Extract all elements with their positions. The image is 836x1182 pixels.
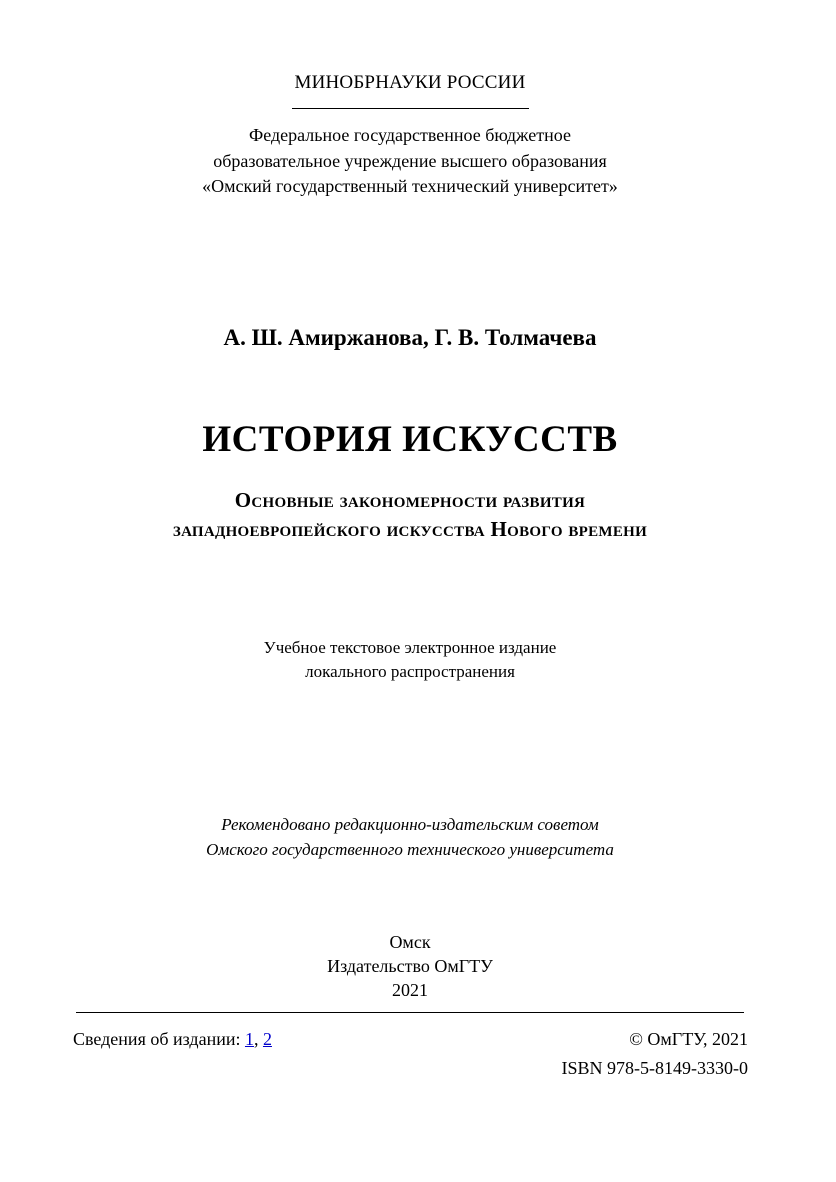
footer-divider: [76, 1012, 744, 1013]
edition-type-line-2: локального распространения: [305, 662, 515, 681]
ministry-divider: [292, 108, 529, 109]
subtitle-line-1: Основные закономерности развития: [234, 488, 586, 512]
copyright: © ОмГТУ, 2021: [629, 1029, 748, 1049]
book-title: ИСТОРИЯ ИСКУССТВ: [202, 419, 618, 460]
recommendation-line-1: Рекомендовано редакционно-издательским советом: [221, 815, 599, 834]
edition-type-line-1: Учебное текстовое электронное издание: [263, 638, 557, 657]
imprint-city: Омск: [389, 932, 431, 952]
authors: А. Ш. Амиржанова, Г. В. Толмачева: [223, 325, 597, 350]
institution-line-2: образовательное учреждение высшего образования: [213, 151, 607, 171]
institution-line-3: «Омский государственный технический университет»: [202, 176, 618, 196]
ministry-name: МИНОБРНАУКИ РОССИИ: [294, 72, 526, 93]
imprint-year: 2021: [392, 980, 428, 1000]
institution-line-1: Федеральное государственное бюджетное: [249, 125, 571, 145]
edition-info-separator: ,: [253, 1029, 263, 1049]
edition-info-label: Сведения об издании:: [73, 1029, 245, 1049]
edition-info-link-1[interactable]: 1: [244, 1029, 254, 1049]
imprint-publisher: Издательство ОмГТУ: [327, 956, 493, 976]
edition-info-link-2[interactable]: 2: [262, 1029, 272, 1049]
recommendation-line-2: Омского государственного технического университета: [206, 840, 614, 859]
edition-info: [73, 1029, 272, 1050]
subtitle-line-2: западноевропейского искусства Нового времени: [172, 517, 648, 541]
isbn: ISBN 978-5-8149-3330-0: [561, 1058, 748, 1078]
